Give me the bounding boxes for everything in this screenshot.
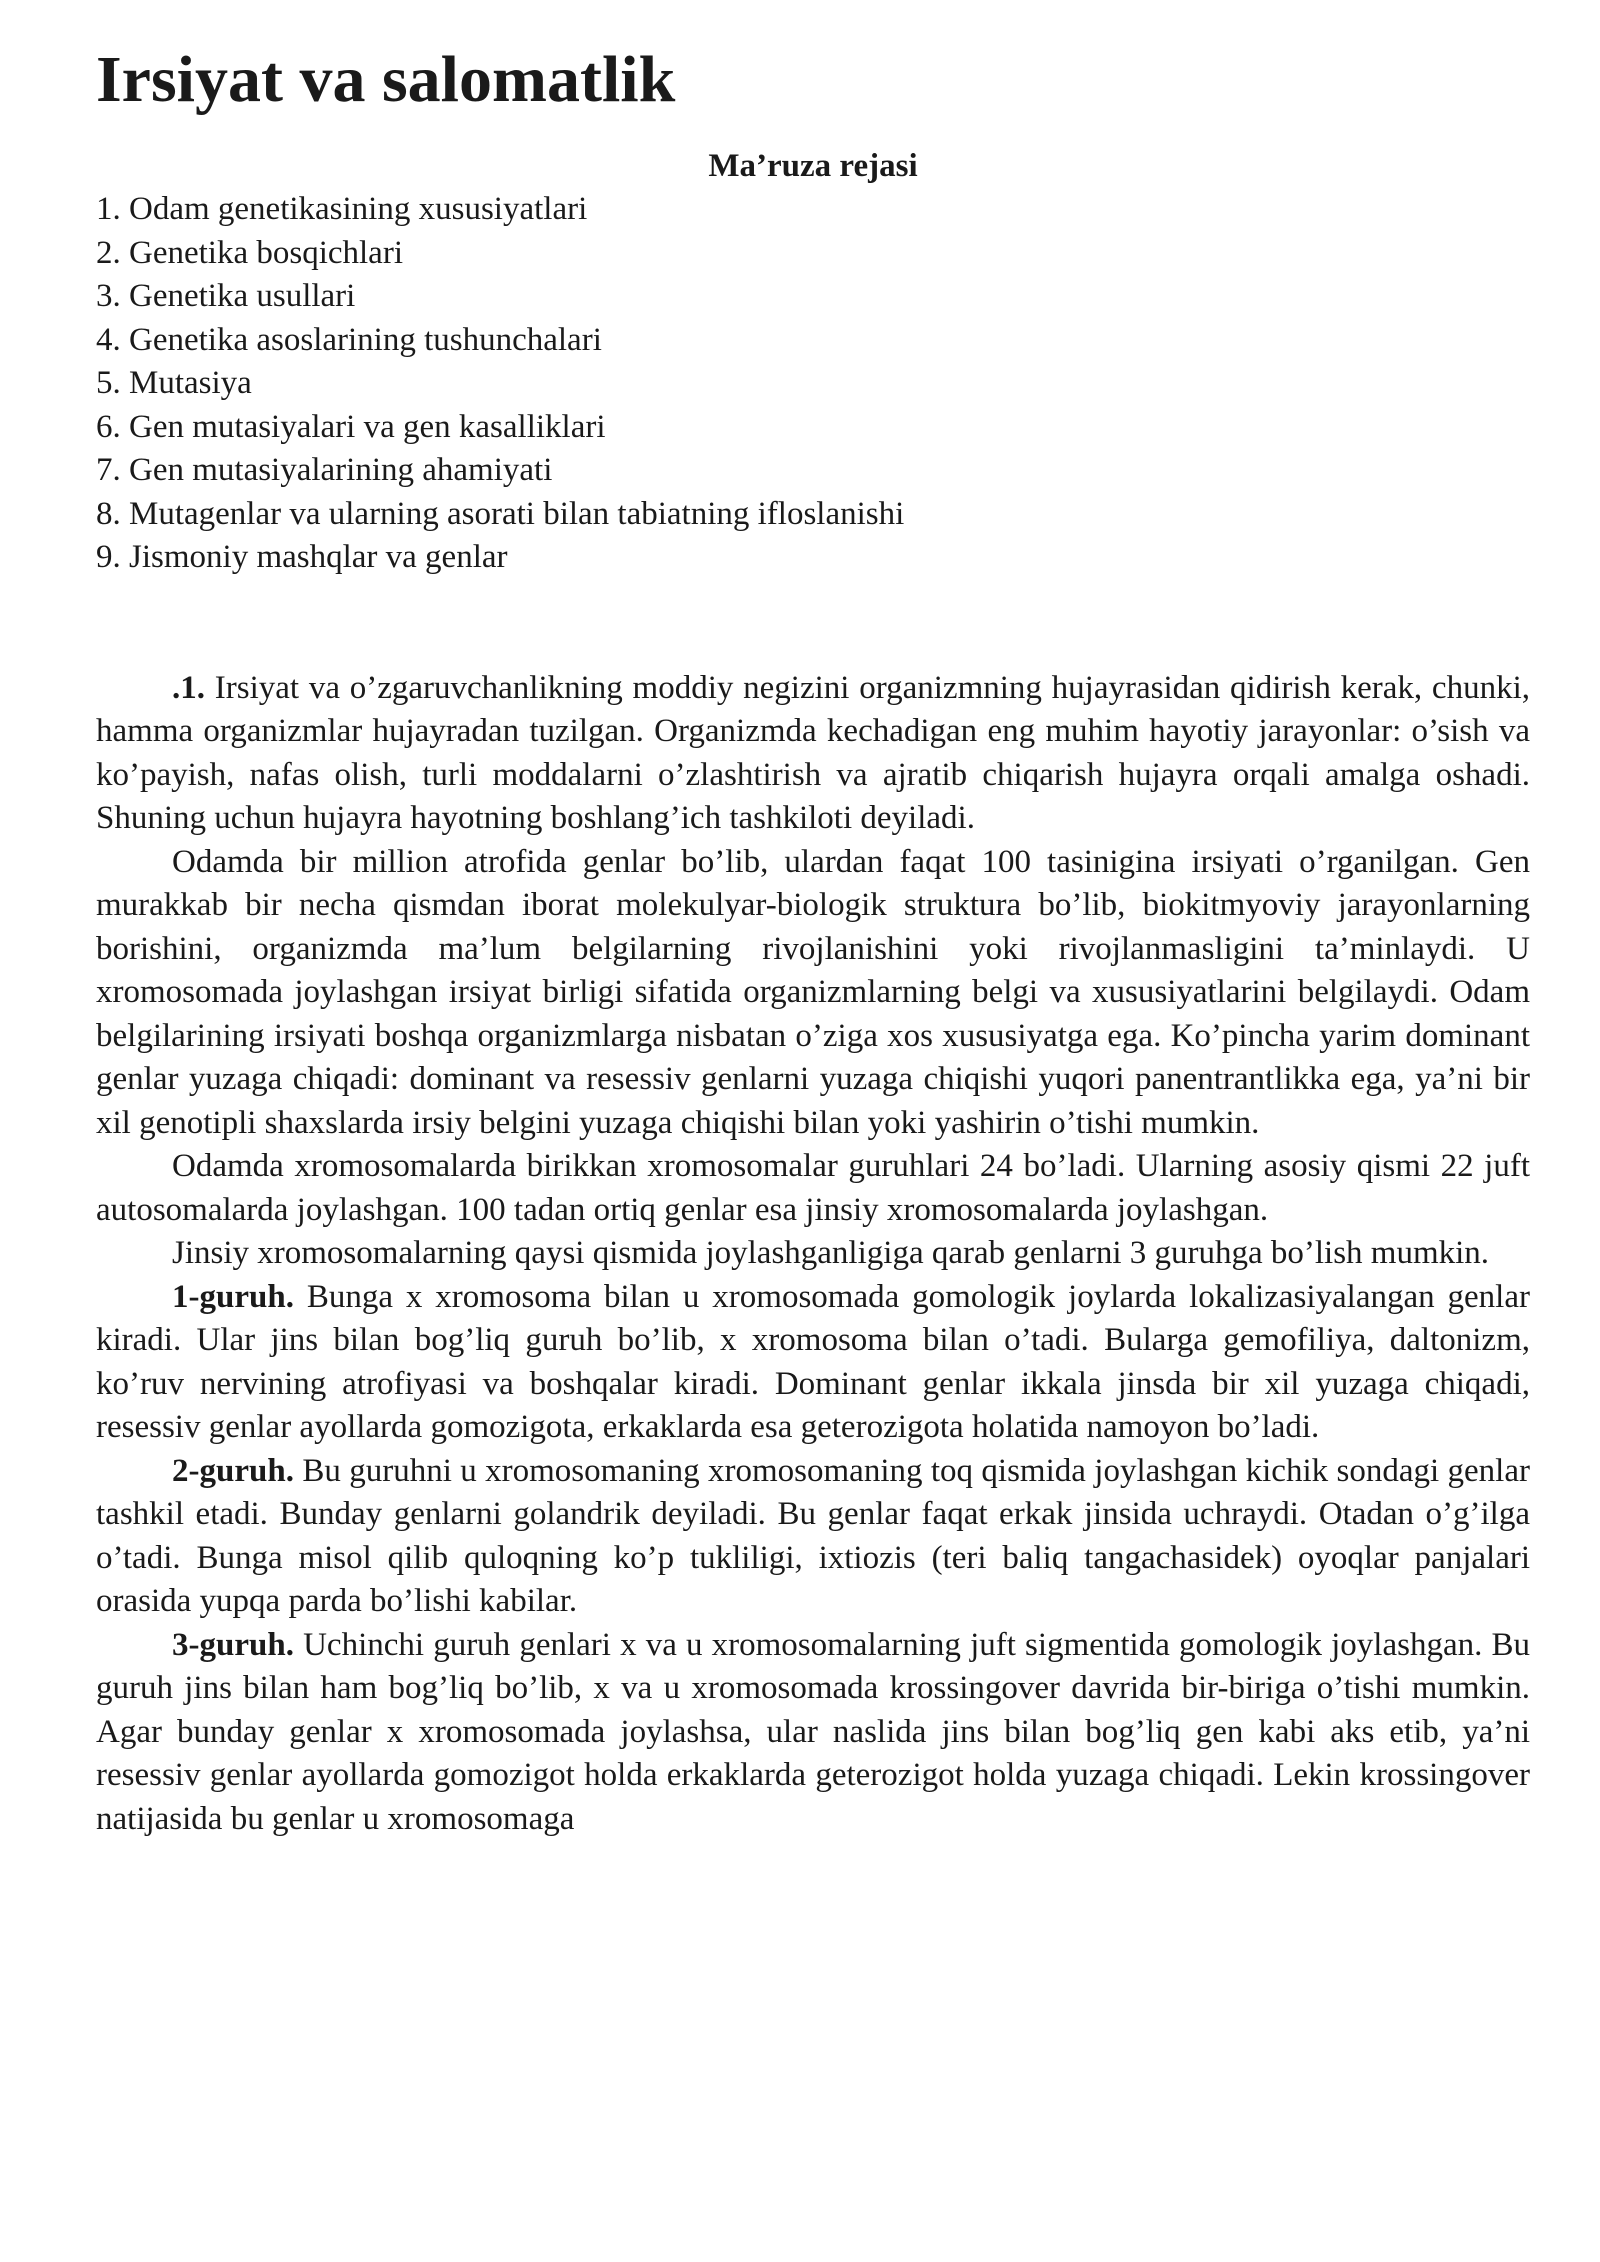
paragraph-text: Odamda xromosomalarda birikkan xromosomalar guruhlari 24 bo’ladi. Ularning asosiy qismi 22 juft autosomalarda joylashgan. 100 tadan ortiq genlar esa jinsiy xromosomalarda joylashgan. [96, 1148, 1530, 1228]
paragraph-text: Jinsiy xromosomalarning qaysi qismida joylashganligiga qarab genlarni 3 guruhga bo’lish mumkin. [172, 1235, 1490, 1271]
paragraph [96, 1232, 1530, 1276]
paragraph [96, 667, 1530, 841]
paragraph [96, 841, 1530, 1146]
paragraph [96, 1276, 1530, 1450]
plan-item: 5. Mutasiya [96, 365, 252, 401]
document-title: Irsiyat va salomatlik [96, 43, 676, 116]
paragraph-text: Uchinchi guruh genlari x va u xromosomalarning juft sigmentida gomologik joylashgan. Bu guruh jins bilan ham bog’liq bo’lib, x va u xromosomada krossingover davrida bir-biriga o’tishi mumkin. Agar bunday genlar x xromosomada joylashsa, ular naslida jins bilan bog’liq gen kabi aks etib, ya’ni resessiv genlar ayollarda gomozigot holda erkaklarda geterozigot holda yuzaga chiqadi. Lekin krossingover natijasida bu genlar u xromosomaga [96, 1626, 1530, 1837]
body-text [96, 667, 1530, 1842]
document-page [96, 43, 1530, 1841]
plan-item: 7. Gen mutasiyalarining ahamiyati [96, 452, 553, 488]
paragraph-text: Bunga x xromosoma bilan u xromosomada gomologik joylarda lokalizasiyalangan genlar kiradi. Ular jins bilan bog’liq guruh bo’lib, x xromosoma bilan o’tadi. Bularga gemofiliya, daltonizm, ko’ruv nervining atrofiyasi va boshqalar kiradi. Dominant genlar ikkala jinsda bir xil yuzaga chiqadi, resessiv genlar ayollarda gomozigota, erkaklarda esa geterozigota holatida namoyon bo’ladi. [96, 1278, 1530, 1445]
paragraph-text: Irsiyat va o’zgaruvchanlikning moddiy negizini organizmning hujayrasidan qidirish kerak, chunki, hamma organizmlar hujayradan tuzilgan. Organizmda kechadigan eng muhim hayotiy jarayonlar: o’sish va ko’payish, nafas olish, turli moddalarni o’zlashtirish va ajratib chiqarish hujayra orqali amalga oshadi. Shuning uchun hujayra hayotning boshlang’ich tashkiloti deyiladi. [96, 669, 1530, 836]
paragraph-text: Bu guruhni u xromosomaning xromosomaning toq qismida joylashgan kichik sondagi genlar tashkil etadi. Bunday genlarni golandrik deyiladi. Bu genlar faqat erkak jinsida uchraydi. Otadan o’g’ilga o’tadi. Bunga misol qilib quloqning ko’p tukliligi, ixtiozis (teri baliq tangachasidek) oyoqlar panjalari orasida yupqa parda bo’lishi kabilar. [96, 1452, 1530, 1619]
plan-title: Ma’ruza rejasi [708, 147, 918, 184]
plan-item: 6. Gen mutasiyalari va gen kasalliklari [96, 408, 606, 445]
paragraph [96, 1450, 1530, 1624]
plan-item: 4. Genetika asoslarining tushunchalari [96, 321, 602, 358]
paragraph [96, 1624, 1530, 1842]
paragraph-text: Odamda bir million atrofida genlar bo’lib, ulardan faqat 100 tasinigina irsiyati o’rganilgan. Gen murakkab bir necha qismdan iborat molekulyar-biologik struktura bo’lib, biokitmyoviy jarayonlarning borishini, organizmda ma’lum belgilarning rivojlanishini yoki rivojlanmasligini ta’minlaydi. U xromosomada joylashgan irsiyat birligi sifatida organizmlarning belgi va xususiyatlarini belgilaydi. Odam belgilarining irsiyati boshqa organizmlarga nisbatan o’ziga xos xususiyatga ega. Ko’pincha yarim dominant genlar yuzaga chiqadi: dominant va resessiv genlarni yuzaga chiqishi yuqori panentrantlikka ega, ya’ni bir xil genotipli shaxslarda irsiy belgini yuzaga chiqishi bilan yoki yashirin o’tishi mumkin. [96, 843, 1530, 1141]
plan-item: 8. Mutagenlar va ularning asorati bilan tabiatning ifloslanishi [96, 495, 905, 532]
plan-item: 1. Odam genetikasining xususiyatlari [96, 191, 588, 227]
paragraph [96, 1145, 1530, 1232]
plan-list [96, 188, 1530, 580]
paragraph-lead: 1-guruh. [172, 1278, 294, 1315]
plan-item: 2. Genetika bosqichlari [96, 234, 403, 271]
paragraph-lead: 3-guruh. [172, 1626, 294, 1663]
paragraph-lead: .1. [172, 669, 205, 706]
paragraph-lead: 2-guruh. [172, 1452, 294, 1489]
plan-item: 3. Genetika usullari [96, 278, 356, 314]
plan-item: 9. Jismoniy mashqlar va genlar [96, 539, 508, 575]
